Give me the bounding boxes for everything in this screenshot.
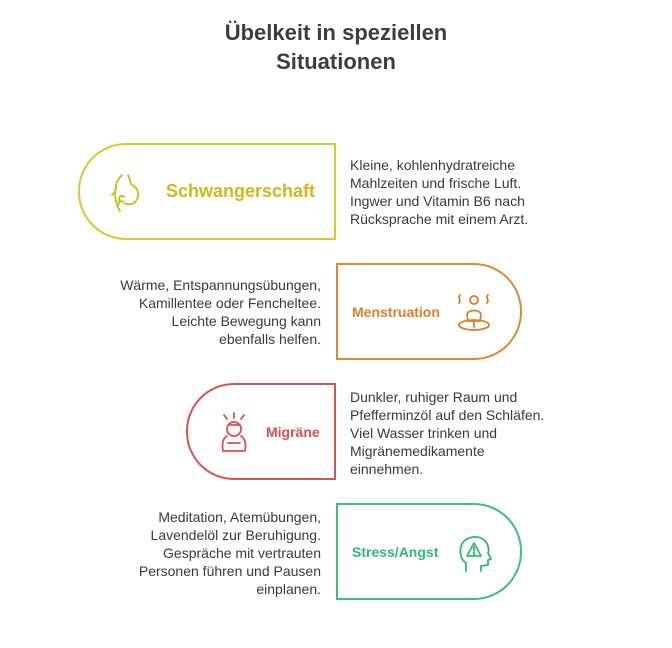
pregnancy-icon xyxy=(106,171,146,215)
description-schwangerschaft xyxy=(350,156,528,228)
card-label: Migräne xyxy=(266,423,320,440)
description-line: Gespräche mit vertrauten xyxy=(163,545,321,561)
description-line: Lavendelöl zur Beruhigung. xyxy=(150,527,321,543)
headache-person-icon xyxy=(214,411,254,455)
description-line: Viel Wasser trinken und xyxy=(350,425,498,441)
card-label: Menstruation xyxy=(352,303,440,320)
description-line: Mahlzeiten und frische Luft. xyxy=(350,175,522,191)
card-label: Schwangerschaft xyxy=(166,181,316,201)
description-line: Rücksprache mit einem Arzt. xyxy=(350,211,529,227)
card-menstruation xyxy=(336,263,522,360)
description-stress-angst xyxy=(139,508,321,598)
title-line-2: Situationen xyxy=(276,49,396,74)
description-line: Wärme, Entspannungsübungen, xyxy=(120,277,321,293)
description-line: Kamillentee oder Fencheltee. xyxy=(138,295,321,311)
card-schwangerschaft xyxy=(78,143,336,240)
title-line-1: Übelkeit in speziellen xyxy=(224,20,448,45)
card-stress-angst xyxy=(336,503,522,600)
description-migraene xyxy=(350,388,544,478)
description-line: Leichte Bewegung kann xyxy=(171,313,321,329)
description-menstruation xyxy=(120,276,321,348)
description-line: Dunkler, ruhiger Raum und xyxy=(350,389,518,405)
description-line: Meditation, Atemübungen, xyxy=(158,509,321,525)
description-line: Personen führen und Pausen xyxy=(138,563,321,579)
head-warning-icon xyxy=(454,531,494,575)
description-line: ebenfalls helfen. xyxy=(219,331,321,347)
card-label: Stress/Angst xyxy=(352,543,439,560)
description-line: einplanen. xyxy=(256,581,321,597)
page-title xyxy=(0,18,672,76)
description-line: Kleine, kohlenhydratreiche xyxy=(350,157,515,173)
description-line: Pfefferminzöl auf den Schläfen. xyxy=(350,407,545,423)
description-line: Ingwer und Vitamin B6 nach xyxy=(350,193,525,209)
description-line: einnehmen. xyxy=(350,461,424,477)
card-migraene xyxy=(186,383,336,480)
heat-relaxation-icon xyxy=(454,291,494,335)
description-line: Migränemedikamente xyxy=(350,443,485,459)
